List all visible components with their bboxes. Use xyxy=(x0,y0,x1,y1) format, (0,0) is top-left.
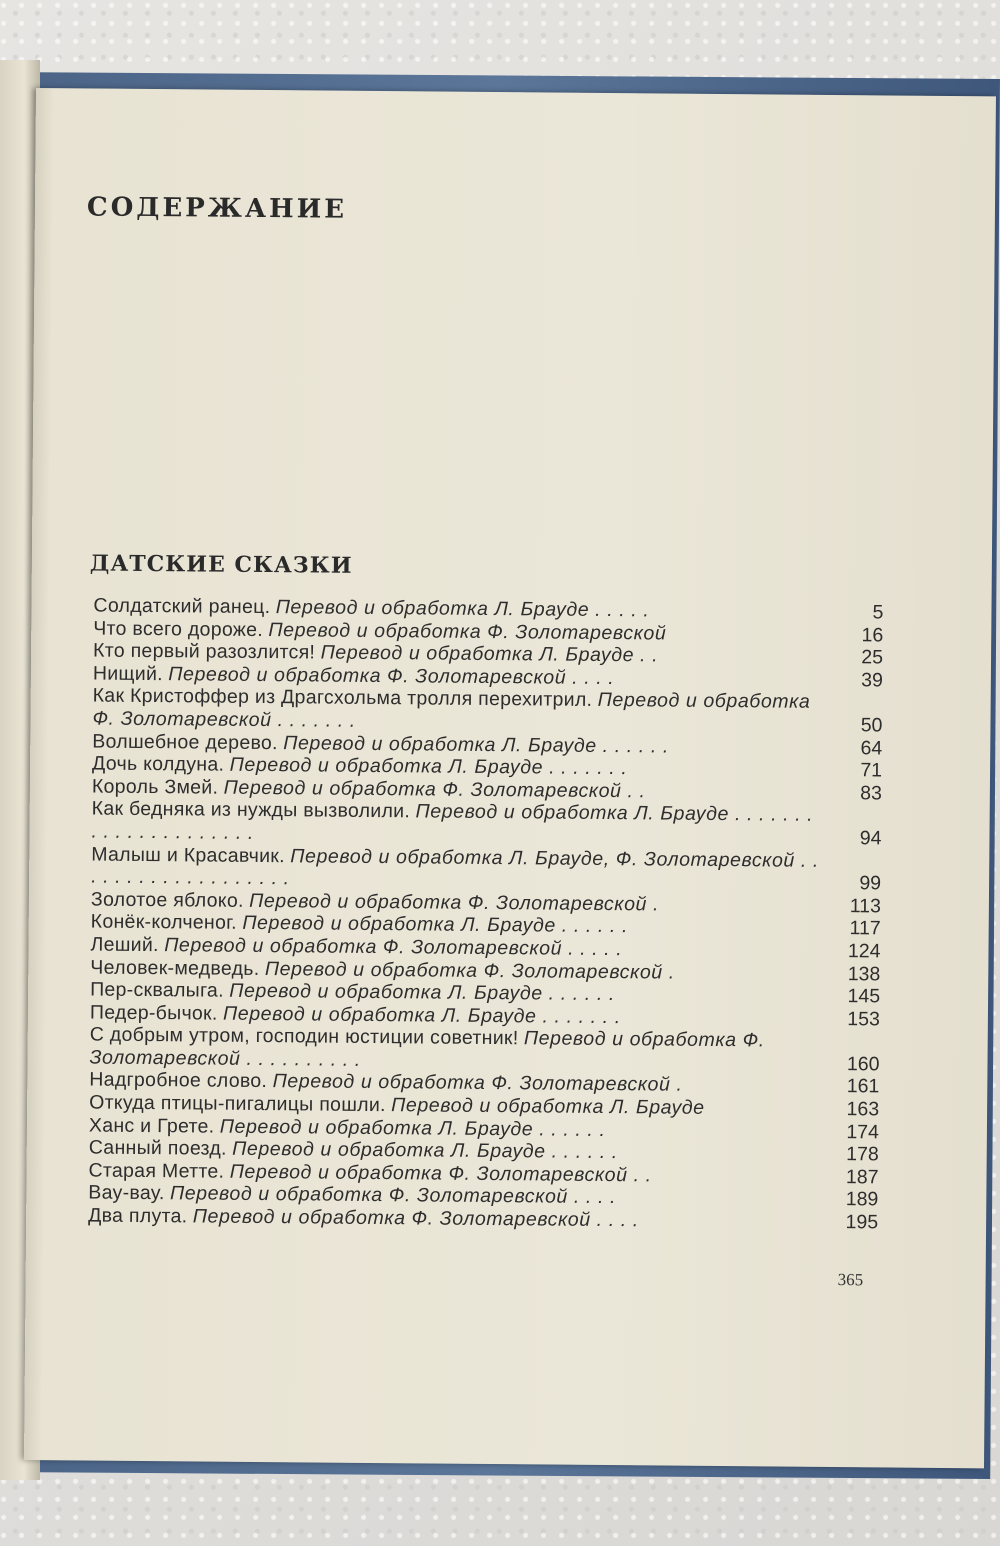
entry-translation: Перевод и обработка Л. Брауде xyxy=(391,1094,705,1119)
toc-entry xyxy=(92,685,882,737)
entry-page-number: 163 xyxy=(846,1098,880,1121)
entry-title: Ханс и Грете. xyxy=(88,1114,215,1138)
entry-page-number: 39 xyxy=(861,669,883,692)
entry-page-number: 16 xyxy=(861,623,884,647)
entry-title: Малыш и Красавчик. xyxy=(91,843,286,867)
entry-page-number: 138 xyxy=(847,962,881,985)
entry-translation: Перевод и обработка Л. Брауде . . . . . . . xyxy=(222,1002,621,1028)
entry-page-number: 83 xyxy=(860,781,882,805)
entry-title: Солдатский ранец. xyxy=(93,594,271,619)
entry-translation: Перевод и обработка Л. Брауде . . . . . . xyxy=(242,912,629,938)
entry-title: Волшебное дерево. xyxy=(92,730,278,754)
entry-translation: Перевод и обработка Л. Брауде . . . . . . . . . . . . . . . . . . . . . xyxy=(91,800,814,844)
entry-page-number: 64 xyxy=(860,736,883,759)
entry-title: Вау-вау. xyxy=(88,1181,165,1205)
entry-page-number: 117 xyxy=(849,917,881,940)
book-page xyxy=(24,88,996,1468)
entry-title: Король Змей. xyxy=(91,775,219,799)
entry-title: Откуда птицы-пигалицы пошли. xyxy=(89,1091,386,1117)
entry-title: Старая Метте. xyxy=(88,1159,225,1183)
entry-translation: Перевод и обработка Л. Брауде . . xyxy=(320,641,659,667)
table-of-contents xyxy=(88,595,883,1234)
entry-page-number: 113 xyxy=(849,894,881,918)
entry-page-number: 195 xyxy=(845,1211,879,1234)
entry-translation: Перевод и обработка Ф. Золотаревской . . . . . . . . . . xyxy=(89,1027,765,1071)
entry-title: Кто первый разозлится! xyxy=(92,639,316,664)
toc-entry xyxy=(89,1024,879,1076)
entry-translation: Перевод и обработка Ф. Золотаревской . . . . xyxy=(168,662,615,689)
entry-translation: Перевод и обработка Ф. Золотаревской . . xyxy=(229,1160,652,1187)
entry-page-number: 187 xyxy=(845,1165,879,1189)
entry-title: Золотое яблоко. xyxy=(90,888,244,912)
entry-title: Как Кристоффер из Драгсхольма тролля перехитрил. xyxy=(92,684,593,712)
entry-page-number: 124 xyxy=(847,940,881,963)
entry-translation: Перевод и обработка Л. Брауде . . . . . . xyxy=(283,731,670,758)
entry-translation: Перевод и обработка Л. Брауде . . . . . . xyxy=(229,979,616,1006)
entry-title: Педер-бычок. xyxy=(89,1001,218,1025)
entry-page-number: 71 xyxy=(860,759,883,782)
entry-translation: Перевод и обработка Ф. Золотаревской xyxy=(268,618,667,645)
entry-title: Нищий. xyxy=(92,662,164,685)
entry-translation: Перевод и обработка Л. Брауде . . . . . . . xyxy=(229,753,628,780)
entry-page-number: 99 xyxy=(859,872,882,895)
page-number: 365 xyxy=(837,1270,864,1290)
entry-page-number: 50 xyxy=(860,714,883,737)
entry-page-number: 145 xyxy=(847,985,881,1008)
entry-title: Человек-медведь. xyxy=(90,956,260,980)
entry-translation: Перевод и обработка Ф. Золотаревской . . . . . . . xyxy=(92,689,811,732)
entry-title: Как бедняка из нужды вызволили. xyxy=(91,797,411,823)
entry-page-number: 25 xyxy=(861,646,884,669)
entry-page-number: 189 xyxy=(845,1188,879,1211)
section-title: ДАТСКИЕ СКАЗКИ xyxy=(89,550,353,579)
entry-title: Дочь колдуна. xyxy=(92,752,225,776)
entry-title: Два плута. xyxy=(88,1204,188,1228)
entry-page-number: 5 xyxy=(872,601,884,624)
entry-page-number: 178 xyxy=(846,1143,879,1166)
toc-entry xyxy=(91,798,881,850)
contents-heading: СОДЕРЖАНИЕ xyxy=(86,192,348,225)
entry-title: Надгробное слово. xyxy=(89,1068,268,1093)
entry-translation: Перевод и обработка Ф. Золотаревской . . . . xyxy=(169,1182,617,1209)
entry-page-number: 153 xyxy=(847,1007,881,1031)
entry-title: Что всего дороже. xyxy=(93,617,264,641)
entry-page-number: 174 xyxy=(846,1120,880,1144)
entry-page-number: 161 xyxy=(846,1075,880,1098)
entry-title: Конёк-колченог. xyxy=(90,910,238,935)
entry-translation: Перевод и обработка Ф. Золотаревской . . . . xyxy=(192,1205,639,1232)
entry-translation: Перевод и обработка Л. Брауде . . . . . . xyxy=(219,1115,606,1141)
toc-entry xyxy=(91,843,881,895)
entry-translation: Перевод и обработка Л. Брауде . . . . . xyxy=(275,596,650,622)
entry-translation: Перевод и обработка Ф. Золотаревской . xyxy=(264,957,675,984)
entry-translation: Перевод и обработка Ф. Золотаревской . xyxy=(249,889,660,916)
entry-title: Санный поезд. xyxy=(88,1136,227,1160)
entry-translation: Перевод и обработка Л. Брауде, Ф. Золотаревской . . . . . . . . . . . . . . . . . . . xyxy=(91,844,820,890)
entry-page-number: 94 xyxy=(859,827,882,850)
entry-translation: Перевод и обработка Ф. Золотаревской . xyxy=(272,1070,683,1097)
entry-page-number: 160 xyxy=(846,1052,880,1076)
entry-title: Пер-сквалыга. xyxy=(90,978,224,1002)
entry-translation: Перевод и обработка Л. Брауде . . . . . . xyxy=(232,1138,618,1164)
entry-title: С добрым утром, господин юстиции советник! xyxy=(89,1023,519,1050)
entry-translation: Перевод и обработка Ф. Золотаревской . . xyxy=(223,776,646,803)
entry-translation: Перевод и обработка Ф. Золотаревской . . . . . xyxy=(164,934,623,961)
entry-title: Леший. xyxy=(90,933,159,957)
